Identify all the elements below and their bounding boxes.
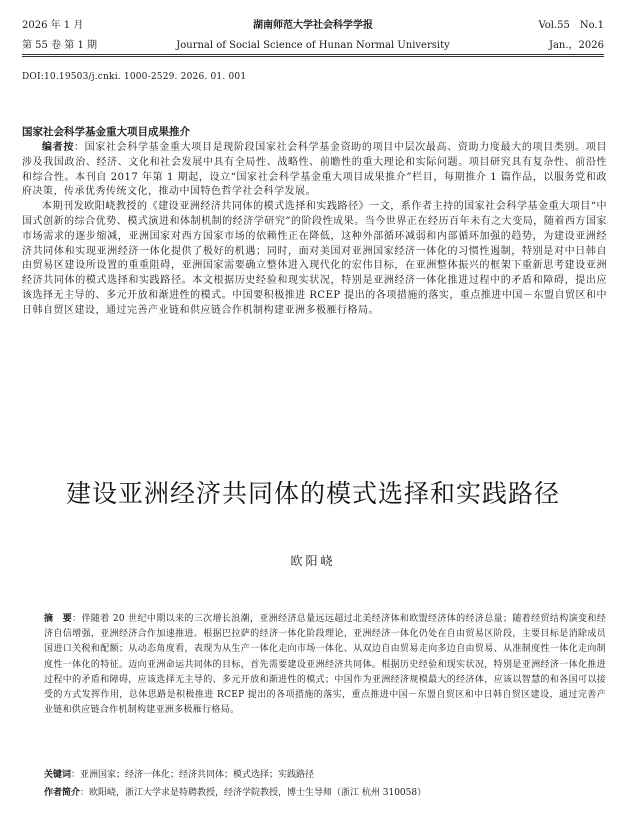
header-rule-top	[22, 54, 604, 55]
header-rule-bottom	[22, 56, 604, 57]
abstract-text: ：伴随着 20 世纪中期以来的三次增长浪潮，亚洲经济总量远远超过北美经济体和欧盟经济体的经济总量；随着经贸结构演变和经济自信增强，亚洲经济合作加速推进。根据巴拉萨的经济一体化阶段理论，亚洲经济一体化仍处在自由贸易区阶段，主要目标是消除成员国进口关税和配额；从动态角度看，表现为从生产一体化走向市场一体化、从双边自由贸易走向多边自由贸易、从准制度性一体化走向制度性一体化的特征。迈向亚洲命运共同体的目标，首先需要建设亚洲经济共同体。根据历史经验和现实状况，特别是亚洲经济一体化推进过程中的矛盾和障碍，应该选择无主导的、多元开放和渐进性的模式；中国作为亚洲经济规模最大的经济体，应该以智慧的和各国可以接受的方式发挥作用，总体思路是积极推进 RCEP 提出的各项措施的落实，重点推进中国－东盟自贸区和中日韩自贸区建设，通过完善产业链和供应链合作机制构建亚洲多极雁行格局。	[44, 614, 606, 716]
keywords-label: 关键词	[44, 770, 72, 780]
abstract-label: 摘 要	[44, 614, 73, 624]
volume-issue-cn: 第 55 卷 第 1 期	[22, 40, 97, 51]
author-bio-text: ：欧阳峣，浙江大学求是特聘教授，经济学院教授，博士生导师（浙江 杭州 310058）	[80, 788, 427, 798]
editor-note-paragraph-1	[22, 141, 607, 200]
editor-note	[22, 141, 607, 319]
keywords-text: ：亚洲国家；经济一体化；经济共同体；模式选择；实践路径	[71, 770, 315, 780]
editor-note-label: 编者按	[42, 142, 74, 153]
editor-note-text: ：国家社会科学基金重大项目是现阶段国家社会科学基金资助的项目中层次最高、资助力度最大的项目类别。项目涉及我国政治、经济、文化和社会发展中具有全局性、战略性、前瞻性的重大理论和实际问题。项目研究具有复杂性、前沿性和综合性。本刊自 2017 年第 1 期起，设立“国家社会科学基金重大项目成果推介”栏目，每期推介 1 篇作品，以服务党和政府决策，传承优秀传统文化，推动中国特色哲学社会科学发展。	[22, 142, 608, 198]
keywords	[44, 767, 314, 780]
abstract	[44, 612, 606, 718]
issue-date-en: Jan.，2026	[548, 40, 604, 51]
journal-name-cn: 湖南师范大学社会科学学报	[253, 20, 373, 31]
author-bio-label: 作者简介	[44, 788, 81, 798]
article-author: 欧阳峣	[290, 554, 336, 568]
issue-date-cn: 2026 年 1 月	[22, 20, 84, 31]
article-title: 建设亚洲经济共同体的模式选择和实践路径	[65, 479, 560, 508]
author-bio	[44, 785, 426, 798]
editor-note-paragraph-2: 本期刊发欧阳峣教授的《建设亚洲经济共同体的模式选择和实践路径》一文，系作者主持的国家社会科学基金重大项目“中国式创新的综合优势、模式演进和体制机制的经济学研究”的阶段性成果。当今世界正在经历百年未有之大变局，随着西方国家市场需求的逐步缩减，亚洲国家对西方国家市场的依赖性正在降低，这种外部循环减弱和内部循环加强的趋势，为建设亚洲经济共同体和实现亚洲经济一体化提供了极好的机遇；同时，面对美国对亚洲国家经济一体化的习惯性遏制，特别是对中日韩自由贸易区建设所设置的重重阻碍，亚洲国家需要确立整体进入现代化的宏伟目标，在亚洲整体振兴的框架下重新思考建设亚洲经济共同体的模式选择和实践路径。本文根据历史经验和现实状况，特别是亚洲经济一体化推进过程中的矛盾和障碍，提出应该选择无主导的、多元开放和渐进性的模式。中国要积极推进 RCEP 提出的各项措施的落实，重点推进中国－东盟自贸区和中日韩自贸区建设，通过完善产业链和供应链合作机制构建亚洲多极雁行格局。	[22, 201, 607, 316]
section-heading: 国家社会科学基金重大项目成果推介	[22, 126, 190, 138]
journal-name-en: Journal of Social Science of Hunan Normal University	[176, 40, 450, 51]
doi: DOI:10.19503/j.cnki. 1000-2529. 2026. 01. 001	[22, 72, 247, 82]
volume-number: Vol.55 No.1	[538, 20, 604, 31]
